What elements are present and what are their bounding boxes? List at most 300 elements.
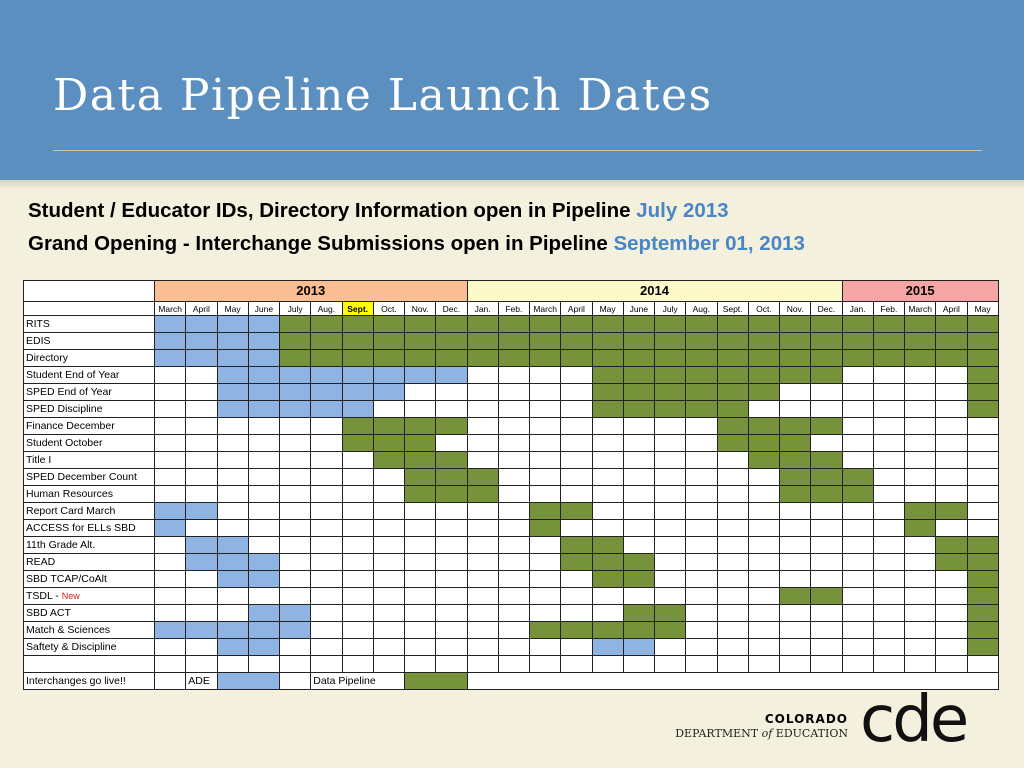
ade-bar-cell (623, 639, 654, 656)
pipeline-bar-cell (467, 350, 498, 367)
month-cell (842, 588, 873, 605)
pipeline-bar-cell (592, 622, 623, 639)
month-cell (717, 588, 748, 605)
month-cell (748, 639, 779, 656)
ade-bar-cell (217, 367, 248, 384)
month-cell (905, 418, 936, 435)
pipeline-bar-cell (592, 571, 623, 588)
month-cell (748, 469, 779, 486)
pipeline-bar-cell (561, 350, 592, 367)
spacer-cell (561, 656, 592, 673)
month-cell (248, 520, 279, 537)
banner-shadow (0, 180, 1024, 190)
month-cell (436, 554, 467, 571)
pipeline-bar-cell (905, 316, 936, 333)
month-cell (467, 554, 498, 571)
month-cell (436, 503, 467, 520)
ade-bar-cell (311, 401, 342, 418)
pipeline-bar-cell (873, 333, 904, 350)
month-cell (436, 384, 467, 401)
month-cell (342, 554, 373, 571)
month-cell (686, 520, 717, 537)
pipeline-bar-cell (342, 418, 373, 435)
pipeline-bar-cell (561, 554, 592, 571)
pipeline-bar-cell (748, 435, 779, 452)
month-cell (936, 605, 967, 622)
pipeline-bar-cell (373, 350, 404, 367)
month-cell (498, 588, 529, 605)
month-cell (780, 537, 811, 554)
legend-gap (155, 673, 186, 690)
month-cell (405, 571, 436, 588)
month-cell (342, 571, 373, 588)
month-cell (155, 571, 186, 588)
spacer-cell (311, 656, 342, 673)
pipeline-bar-cell (967, 605, 998, 622)
month-corner-cell (24, 302, 155, 316)
row-label (24, 401, 155, 418)
pipeline-bar-cell (905, 350, 936, 367)
month-cell (467, 588, 498, 605)
logo-dept-of: of (761, 727, 773, 740)
month-cell (405, 588, 436, 605)
pipeline-bar-cell (405, 435, 436, 452)
month-header: April (186, 302, 217, 316)
month-cell (967, 486, 998, 503)
month-cell (342, 588, 373, 605)
pipeline-bar-cell (623, 605, 654, 622)
month-cell (155, 605, 186, 622)
month-cell (842, 503, 873, 520)
logo-dept-post: EDUCATION (772, 727, 848, 740)
row-label-text: ACCESS for ELLs SBD (26, 522, 136, 534)
month-cell (217, 503, 248, 520)
ade-bar-cell (248, 605, 279, 622)
row-label (24, 537, 155, 554)
ade-bar-cell (217, 401, 248, 418)
ade-bar-cell (248, 554, 279, 571)
month-cell (811, 384, 842, 401)
ade-bar-cell (311, 384, 342, 401)
month-cell (842, 537, 873, 554)
pipeline-bar-cell (623, 350, 654, 367)
row-label (24, 520, 155, 537)
ade-bar-cell (248, 333, 279, 350)
pipeline-bar-cell (967, 639, 998, 656)
month-cell (842, 418, 873, 435)
year-header-row (24, 281, 999, 302)
year-header-2015: 2015 (842, 281, 998, 302)
month-cell (280, 435, 311, 452)
month-cell (311, 503, 342, 520)
slide-title: Data Pipeline Launch Dates (53, 70, 713, 121)
pipeline-bar-cell (686, 384, 717, 401)
ade-bar-cell (186, 503, 217, 520)
ade-bar-cell (373, 384, 404, 401)
row-label-text: SPED December Count (26, 471, 137, 483)
month-cell (967, 503, 998, 520)
month-cell (842, 622, 873, 639)
pipeline-bar-cell (373, 418, 404, 435)
pipeline-bar-cell (623, 316, 654, 333)
pipeline-bar-cell (311, 333, 342, 350)
month-cell (280, 537, 311, 554)
month-cell (717, 622, 748, 639)
pipeline-bar-cell (530, 503, 561, 520)
month-header: Aug. (311, 302, 342, 316)
month-cell (498, 520, 529, 537)
month-cell (811, 537, 842, 554)
pipeline-bar-cell (717, 384, 748, 401)
year-header-2013: 2013 (155, 281, 468, 302)
row-label (24, 333, 155, 350)
month-cell (842, 452, 873, 469)
month-cell (561, 435, 592, 452)
month-cell (280, 418, 311, 435)
row-label (24, 605, 155, 622)
spacer-cell (217, 656, 248, 673)
schedule-row (24, 503, 999, 520)
month-cell (498, 537, 529, 554)
pipeline-bar-cell (936, 316, 967, 333)
month-cell (217, 605, 248, 622)
month-cell (655, 639, 686, 656)
ade-bar-cell (186, 537, 217, 554)
month-cell (873, 537, 904, 554)
month-cell (311, 520, 342, 537)
month-header: June (623, 302, 654, 316)
month-cell (623, 537, 654, 554)
month-cell (780, 401, 811, 418)
month-cell (373, 554, 404, 571)
month-header: July (280, 302, 311, 316)
month-cell (311, 418, 342, 435)
pipeline-bar-cell (373, 435, 404, 452)
ade-bar-cell (186, 316, 217, 333)
month-cell (811, 639, 842, 656)
ade-bar-cell (436, 367, 467, 384)
pipeline-bar-cell (530, 350, 561, 367)
pipeline-bar-cell (686, 316, 717, 333)
pipeline-bar-cell (905, 520, 936, 537)
month-cell (217, 486, 248, 503)
spacer-cell (873, 656, 904, 673)
month-cell (842, 435, 873, 452)
pipeline-bar-cell (592, 316, 623, 333)
month-cell (811, 520, 842, 537)
ade-bar-cell (248, 571, 279, 588)
launch-line-interchanges-text: Grand Opening - Interchange Submissions open in Pipeline (28, 232, 614, 255)
ade-bar-cell (217, 333, 248, 350)
pipeline-bar-cell (436, 452, 467, 469)
month-cell (186, 639, 217, 656)
month-cell (655, 554, 686, 571)
month-cell (967, 452, 998, 469)
month-header: Feb. (498, 302, 529, 316)
month-cell (498, 384, 529, 401)
month-cell (248, 486, 279, 503)
month-cell (623, 503, 654, 520)
month-cell (748, 520, 779, 537)
pipeline-bar-cell (686, 367, 717, 384)
month-header: Jan. (467, 302, 498, 316)
launch-line-ids (28, 199, 729, 223)
month-cell (905, 469, 936, 486)
month-cell (655, 520, 686, 537)
spacer-cell (186, 656, 217, 673)
row-label-text: READ (26, 556, 56, 568)
pipeline-bar-cell (623, 554, 654, 571)
ade-bar-cell (280, 605, 311, 622)
ade-bar-cell (217, 571, 248, 588)
month-cell (530, 435, 561, 452)
pipeline-bar-cell (280, 350, 311, 367)
month-cell (905, 537, 936, 554)
month-cell (405, 622, 436, 639)
pipeline-bar-cell (967, 571, 998, 588)
pipeline-bar-cell (748, 418, 779, 435)
month-cell (780, 554, 811, 571)
month-cell (623, 452, 654, 469)
month-cell (405, 554, 436, 571)
month-cell (873, 435, 904, 452)
pipeline-bar-cell (748, 367, 779, 384)
spacer-row (24, 656, 999, 673)
pipeline-bar-cell (655, 605, 686, 622)
launch-line-ids-text: Student / Educator IDs, Directory Information open in Pipeline (28, 199, 637, 222)
month-cell (655, 503, 686, 520)
ade-bar-cell (373, 367, 404, 384)
pipeline-bar-cell (811, 588, 842, 605)
month-cell (280, 588, 311, 605)
month-cell (592, 588, 623, 605)
schedule-row (24, 486, 999, 503)
month-cell (592, 520, 623, 537)
month-cell (842, 401, 873, 418)
month-cell (873, 401, 904, 418)
month-cell (842, 384, 873, 401)
row-label (24, 418, 155, 435)
schedule-row (24, 639, 999, 656)
pipeline-bar-cell (530, 622, 561, 639)
month-cell (686, 418, 717, 435)
row-label (24, 639, 155, 656)
month-cell (248, 503, 279, 520)
month-cell (467, 367, 498, 384)
month-cell (561, 571, 592, 588)
pipeline-bar-cell (467, 486, 498, 503)
schedule-row (24, 435, 999, 452)
row-label-text: Student October (26, 437, 103, 449)
month-cell (280, 452, 311, 469)
month-cell (373, 486, 404, 503)
month-cell (623, 486, 654, 503)
ade-bar-cell (217, 350, 248, 367)
month-cell (373, 469, 404, 486)
month-header: Oct. (373, 302, 404, 316)
month-cell (436, 435, 467, 452)
schedule-row (24, 350, 999, 367)
pipeline-bar-cell (967, 333, 998, 350)
month-cell (780, 622, 811, 639)
pipeline-bar-cell (530, 520, 561, 537)
pipeline-bar-cell (780, 486, 811, 503)
month-cell (311, 588, 342, 605)
spacer-cell (155, 656, 186, 673)
ade-bar-cell (217, 316, 248, 333)
pipeline-bar-cell (623, 367, 654, 384)
pipeline-bar-cell (748, 452, 779, 469)
row-label-text: Saftety & Discipline (26, 641, 117, 653)
month-cell (748, 401, 779, 418)
month-cell (217, 435, 248, 452)
month-cell (248, 418, 279, 435)
ade-bar-cell (342, 401, 373, 418)
month-header: March (155, 302, 186, 316)
ade-bar-cell (217, 622, 248, 639)
pipeline-bar-cell (905, 333, 936, 350)
month-cell (561, 418, 592, 435)
ade-bar-cell (280, 367, 311, 384)
month-cell (436, 571, 467, 588)
month-cell (905, 588, 936, 605)
month-cell (967, 520, 998, 537)
month-cell (498, 605, 529, 622)
pipeline-bar-cell (811, 367, 842, 384)
spacer-cell (686, 656, 717, 673)
month-cell (592, 605, 623, 622)
row-label-text: TSDL - (26, 590, 62, 602)
pipeline-bar-cell (373, 452, 404, 469)
month-cell (248, 435, 279, 452)
logo-dept-pre: DEPARTMENT (675, 727, 762, 740)
spacer-cell (436, 656, 467, 673)
month-cell (686, 503, 717, 520)
month-cell (311, 639, 342, 656)
cde-logo-mark: cde (860, 683, 967, 757)
row-label-text: Directory (26, 352, 69, 364)
pipeline-bar-cell (780, 435, 811, 452)
month-cell (717, 503, 748, 520)
month-cell (780, 520, 811, 537)
month-cell (311, 486, 342, 503)
pipeline-bar-cell (967, 350, 998, 367)
pipeline-bar-cell (592, 333, 623, 350)
month-cell (436, 639, 467, 656)
month-cell (936, 367, 967, 384)
pipeline-bar-cell (780, 350, 811, 367)
month-cell (373, 401, 404, 418)
month-cell (405, 605, 436, 622)
pipeline-bar-cell (373, 333, 404, 350)
row-label (24, 503, 155, 520)
pipeline-bar-cell (561, 316, 592, 333)
ade-bar-cell (155, 622, 186, 639)
month-cell (186, 605, 217, 622)
pipeline-bar-cell (905, 503, 936, 520)
row-label-text: Title I (26, 454, 52, 466)
month-cell (936, 435, 967, 452)
pipeline-bar-cell (967, 622, 998, 639)
month-cell (686, 554, 717, 571)
month-cell (936, 588, 967, 605)
pipeline-bar-cell (936, 333, 967, 350)
month-cell (873, 571, 904, 588)
ade-bar-cell (248, 401, 279, 418)
ade-bar-cell (248, 384, 279, 401)
month-cell (905, 571, 936, 588)
month-cell (623, 435, 654, 452)
pipeline-bar-cell (436, 469, 467, 486)
month-cell (342, 537, 373, 554)
pipeline-bar-cell (748, 350, 779, 367)
month-cell (405, 503, 436, 520)
month-header: Dec. (811, 302, 842, 316)
pipeline-bar-cell (592, 367, 623, 384)
month-cell (311, 605, 342, 622)
month-cell (217, 520, 248, 537)
month-cell (905, 605, 936, 622)
month-cell (873, 418, 904, 435)
pipeline-bar-cell (967, 367, 998, 384)
row-label-text: SPED End of Year (26, 386, 112, 398)
month-cell (748, 503, 779, 520)
month-cell (686, 537, 717, 554)
row-label (24, 622, 155, 639)
pipeline-bar-cell (280, 316, 311, 333)
row-label (24, 452, 155, 469)
schedule-row (24, 537, 999, 554)
spacer-cell (967, 656, 998, 673)
ade-bar-cell (186, 333, 217, 350)
month-cell (467, 503, 498, 520)
pipeline-bar-cell (811, 350, 842, 367)
ade-bar-cell (155, 350, 186, 367)
legend-ade-label: ADE (186, 673, 217, 690)
pipeline-bar-cell (780, 588, 811, 605)
month-cell (280, 554, 311, 571)
month-cell (655, 452, 686, 469)
month-cell (498, 367, 529, 384)
spacer-cell (342, 656, 373, 673)
month-cell (280, 503, 311, 520)
month-cell (905, 554, 936, 571)
month-cell (748, 571, 779, 588)
pipeline-bar-cell (717, 316, 748, 333)
month-cell (280, 486, 311, 503)
month-cell (936, 571, 967, 588)
month-cell (561, 452, 592, 469)
spacer-cell (280, 656, 311, 673)
pipeline-bar-cell (967, 384, 998, 401)
pipeline-bar-cell (280, 333, 311, 350)
pipeline-bar-cell (811, 316, 842, 333)
month-cell (498, 622, 529, 639)
month-cell (498, 435, 529, 452)
month-cell (561, 469, 592, 486)
ade-bar-cell (342, 384, 373, 401)
title-divider (53, 150, 982, 151)
month-cell (186, 367, 217, 384)
month-cell (811, 401, 842, 418)
month-cell (530, 537, 561, 554)
month-header: Jan. (842, 302, 873, 316)
month-cell (373, 639, 404, 656)
ade-bar-cell (155, 333, 186, 350)
schedule-row (24, 571, 999, 588)
year-header-2014: 2014 (467, 281, 842, 302)
month-header: Sept. (342, 302, 373, 316)
